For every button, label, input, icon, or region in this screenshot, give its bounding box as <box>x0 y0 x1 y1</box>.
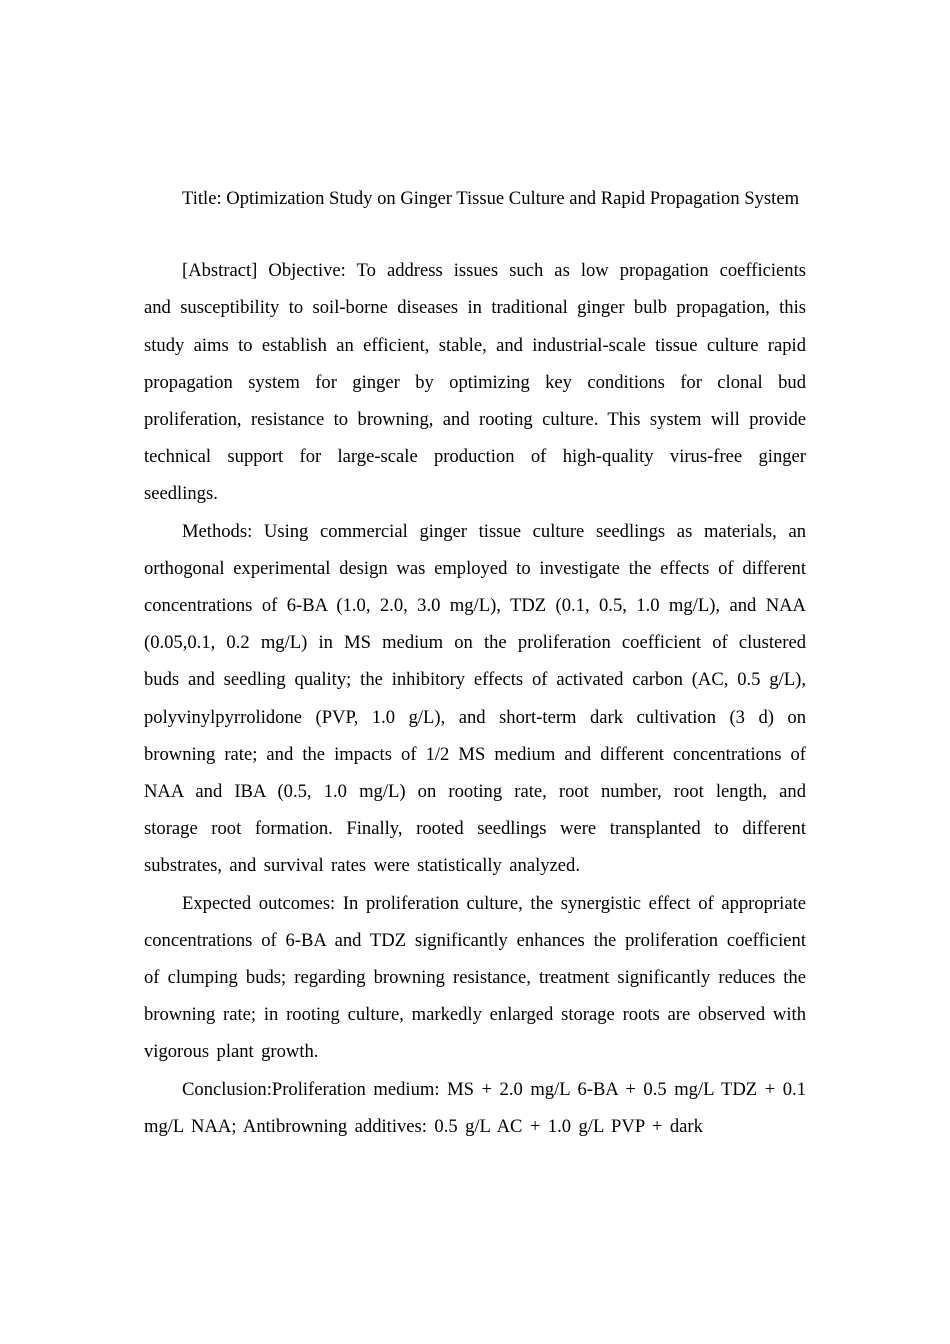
conclusion-paragraph: Conclusion:Proliferation medium: MS + 2.0 mg/L 6-BA + 0.5 mg/L TDZ + 0.1 mg/L NAA; Antibrowning additives: 0.5 g/L AC + 1.0 g/L PVP + dark <box>144 1078 806 1137</box>
document-page <box>144 180 806 1145</box>
document-title: Title: Optimization Study on Ginger Tissue Culture and Rapid Propagation System <box>182 188 800 209</box>
methods-paragraph: Methods: Using commercial ginger tissue culture seedlings as materials, an orthogonal experimental design was employed to investigate the effects of different concentrations of 6-BA (1.0, 2.0, 3.0 mg/L), TDZ (0.1, 0.5, 1.0 mg/L), and NAA (0.05,0.1, 0.2 mg/L) in MS medium on the proliferation coefficient of clustered buds and seedling quality; the inhibitory effects of activated carbon (AC, 0.5 g/L), polyvinylpyrrolidone (PVP, 1.0 g/L), and short-term dark cultivation (3 d) on browning rate; and the impacts of 1/2 MS medium and different concentrations of NAA and IBA (0.5, 1.0 mg/L) on rooting rate, root number, root length, and storage root formation. Finally, rooted seedlings were transplanted to different substrates, and survival rates were statistically analyzed. <box>144 520 806 877</box>
expected-outcomes-paragraph: Expected outcomes: In proliferation culture, the synergistic effect of appropriate concentrations of 6-BA and TDZ significantly enhances the proliferation coefficient of clumping buds; regarding browning resistance, treatment significantly reduces the browning rate; in rooting culture, markedly enlarged storage roots are observed with vigorous plant growth. <box>144 892 806 1063</box>
abstract-objective-paragraph: [Abstract] Objective: To address issues such as low propagation coefficients and susceptibility to soil-borne diseases in traditional ginger bulb propagation, this study aims to establish an efficient, stable, and industrial-scale tissue culture rapid propagation system for ginger by optimizing key conditions for clonal bud proliferation, resistance to browning, and rooting culture. This system will provide technical support for large-scale production of high-quality virus-free ginger seedlings. <box>144 260 806 505</box>
